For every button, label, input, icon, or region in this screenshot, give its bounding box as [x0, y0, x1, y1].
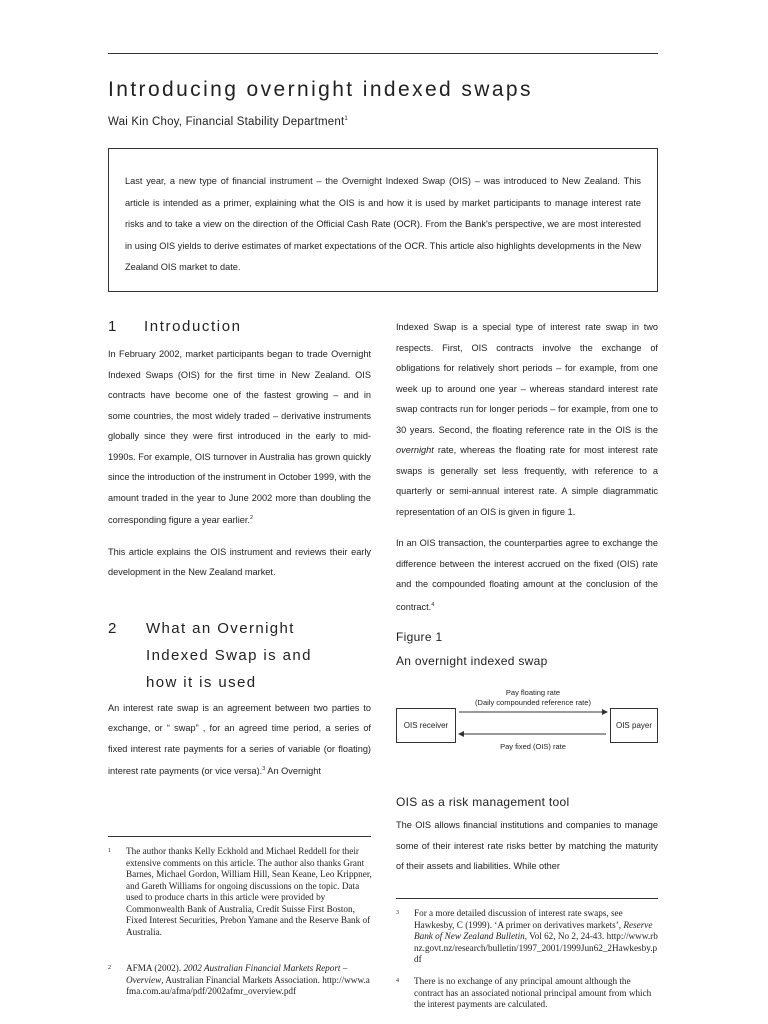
top-arrow-head — [602, 709, 608, 715]
ois-payer-box: OIS payer — [610, 708, 658, 743]
section1-number: 1 — [108, 318, 118, 335]
author-name: Wai Kin Choy, Financial Stability Department — [108, 116, 345, 128]
left-column — [108, 318, 371, 782]
section2-paragraph-1 — [108, 698, 371, 782]
footnote-1-number: 1 — [108, 848, 111, 854]
right-paragraph-1-emphasis: overnight — [396, 445, 434, 455]
diagram-arrows — [456, 704, 610, 744]
figure-caption: An overnight indexed swap — [396, 654, 548, 668]
section1-paragraph-2 — [108, 542, 371, 583]
footnote-3-title: Reserve Bank of New Zealand Bulletin — [414, 919, 653, 941]
ois-receiver-box: OIS receiver — [396, 708, 456, 743]
section2-title-line-2: Indexed Swap is and — [146, 646, 312, 664]
footnote-4-number: 4 — [396, 978, 399, 984]
section2-paragraph-1-tail: An Overnight — [265, 766, 321, 777]
section2-paragraph-1-text: An interest rate swap is an agreement between two parties to exchange, or “ swap” , for an agreed time period, a series of fixed interest rate payments for a series of variable (or floating) interest rate payments (or vice versa). — [108, 702, 371, 777]
footnote-1 — [108, 846, 372, 956]
footnote-3-text-a: For a more detailed discussion of interest rate swaps, see Hawkesby, C (1999). ‘A primer on derivatives markets’, — [414, 908, 624, 930]
top-rule — [108, 53, 658, 54]
footnote-1-text: The author thanks Kelly Eckhold and Michael Reddell for their extensive comments on this article. The author also thanks Grant Barnes, Michael Gordon, William Hill, Sean Keane, Leo Krippner, and Gareth Williams for ongoing discussions on the topic. Data used to produce charts in this article were provided by Commonwealth Bank of Australia, Credit Suisse First Boston, Fixed Interest Securities, Prebon Yamane and the Reserve Bank of Australia. — [126, 846, 372, 937]
author-line — [108, 116, 348, 128]
right-paragraph-1 — [396, 317, 658, 522]
section2-heading — [108, 615, 371, 696]
section1-paragraph-1 — [108, 344, 371, 531]
footnote-4-text: There is no exchange of any principal amount although the contract has an associated notional principal amount from which the interest payments are calculated. — [414, 976, 652, 1009]
right-footnote-rule — [396, 898, 658, 899]
right-paragraph-2 — [396, 533, 658, 617]
section2-title-line-1: What an Overnight — [146, 619, 295, 637]
abstract-box — [108, 148, 658, 292]
right-paragraph-2-text: In an OIS transaction, the counterparties agree to exchange the difference between the interest accrued on the fixed (OIS) rate and the compounded floating amount at the conclusion of the contract. — [396, 538, 658, 612]
section2-title-line-3: how it is used — [146, 673, 257, 691]
risk-paragraph — [396, 815, 658, 877]
article-title: Introducing overnight indexed swaps — [108, 78, 533, 101]
section1-paragraph-1-text: In February 2002, market participants began to trade Overnight Indexed Swaps (OIS) for the first time in New Zealand. OIS contracts have become one of the fastest growing – and in some countries, the most widely traded – derivative instruments globally since they were first introduced in the early to mid-1990s. For example, OIS turnover in Australia has grown quickly since the introduction of the instrument in October 1999, with the amount traded in the year to June 2002 more than doubling the corresponding figure a year earlier. — [108, 349, 371, 526]
abstract-text: Last year, a new type of financial instrument – the Overnight Indexed Swap (OIS) – was introduced to New Zealand. This article is intended as a primer, explaining what the OIS is and how it is used by market participants to manage interest rate risks and to take a view on the direction of the Official Cash Rate (OCR). From the Bank's perspective, we are most interested in using OIS yields to derive estimates of market expectations of the OCR. This article also highlights developments in the New Zealand OIS market to date. — [125, 176, 641, 272]
footnote-2-title: 2002 Australian Financial Markets Report – Overview — [126, 963, 348, 985]
risk-paragraph-text: The OIS allows financial institutions and companies to manage some of their interest rate risks better by matching the maturity of their assets and liabilities. While other — [396, 820, 658, 871]
right-column — [396, 317, 658, 617]
bottom-arrow-head — [458, 731, 464, 737]
top-arrow-label-2: (Daily compounded reference rate) — [475, 698, 591, 707]
footnote-2-number: 2 — [108, 965, 111, 971]
footnote-3-text-b: , Vol 62, No 2, 24-43. — [524, 931, 607, 941]
footnote-3-link[interactable]: http://www.rbnz.govt.nz/research/bulletin/1997_2001/1999Jun62_2Hawkesby.pdf — [414, 931, 658, 964]
footnote-ref-4: 4 — [431, 601, 435, 608]
left-footnote-rule — [108, 836, 371, 837]
footnote-3-number: 3 — [396, 910, 399, 916]
footnote-2-link[interactable]: http://www.afma.com.au/afma/pdf/2002afmr_overview.pdf — [126, 974, 370, 996]
footnote-4 — [396, 976, 658, 1016]
footnote-ref-3: 3 — [262, 766, 266, 773]
footnote-2-text-a: AFMA (2002). — [126, 963, 184, 973]
footnote-2-text — [126, 963, 372, 998]
footnote-3 — [396, 908, 658, 970]
section2-number: 2 — [108, 619, 118, 637]
figure-label: Figure 1 — [396, 630, 443, 644]
risk-heading: OIS as a risk management tool — [396, 795, 570, 809]
section1-paragraph-2-text: This article explains the OIS instrument and reviews their early development in the New Zealand market. — [108, 546, 371, 578]
footnote-2 — [108, 963, 372, 1023]
section1-title: Introduction — [144, 318, 242, 335]
right-paragraph-1-text-b: rate, whereas the floating rate for most interest rate swaps is generally set less frequently, with reference to a quarterly or semi-annual interest rate. A simple diagrammatic representation of an OIS is given in figure 1. — [396, 445, 658, 517]
footnote-2-text-b: , Australian Financial Markets Association. — [161, 974, 323, 985]
bottom-arrow-label: Pay fixed (OIS) rate — [500, 742, 566, 751]
author-footnote-ref: 1 — [344, 116, 348, 123]
section1-heading — [108, 318, 371, 344]
right-paragraph-1-text-a: Indexed Swap is a special type of interest rate swap in two respects. First, OIS contracts involve the exchange of obligations for relatively short periods – for example, from one week up to around one year – whereas standard interest rate swap contracts run for longer periods – for example, from one to 30 years. Second, the floating reference rate in the OIS is the — [396, 322, 658, 435]
footnote-ref-2: 2 — [249, 515, 254, 521]
top-arrow-label-1: Pay floating rate — [505, 688, 561, 697]
footnote-3-text — [414, 908, 658, 966]
